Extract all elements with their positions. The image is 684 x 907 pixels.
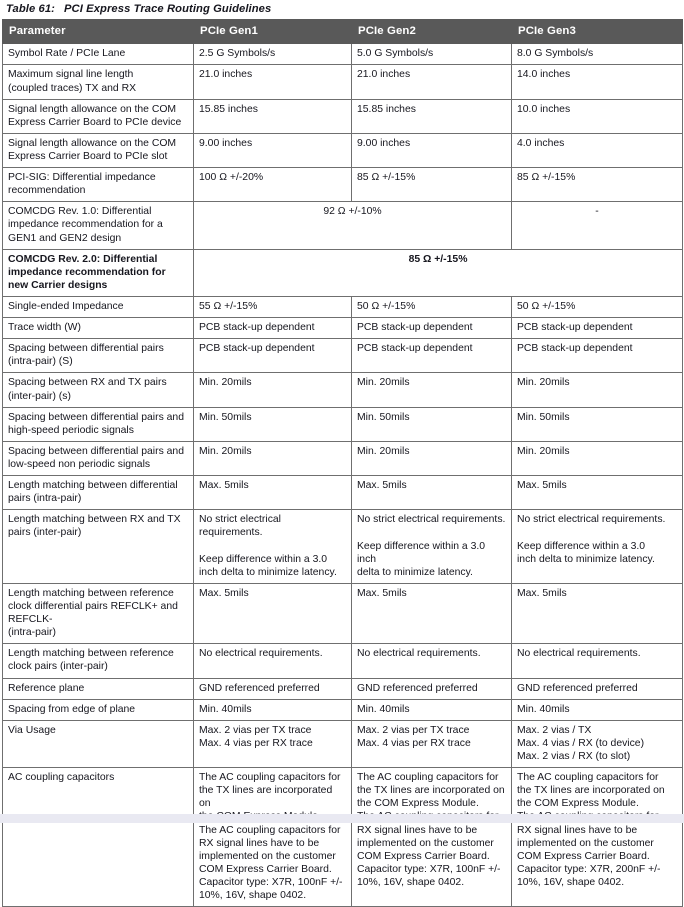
row-value-gen3: 4.0 inches: [512, 133, 683, 167]
row-parameter: AC coupling capacitors: [3, 768, 194, 907]
row-parameter: Length matching between reference clock differential pairs REFCLK+ and REFCLK- (intra-pair): [3, 583, 194, 643]
row-value-gen3: No electrical requirements.: [512, 644, 683, 678]
table-row: [3, 297, 683, 318]
row-value-gen2: Min. 20mils: [352, 441, 512, 475]
table-row: [3, 202, 683, 249]
row-value-gen2: GND referenced preferred: [352, 678, 512, 699]
row-value-gen3: No strict electrical requirements. Keep difference within a 3.0 inch delta to minimize latency.: [512, 510, 683, 584]
row-value-gen1: 9.00 inches: [194, 133, 352, 167]
table-row: [3, 583, 683, 643]
row-parameter: Spacing between differential pairs (intra-pair) (S): [3, 339, 194, 373]
row-value-gen2: 9.00 inches: [352, 133, 512, 167]
row-value-gen2: Min. 50mils: [352, 407, 512, 441]
table-row: [3, 510, 683, 584]
table-header-row: [3, 20, 683, 44]
row-parameter: Signal length allowance on the COM Express Carrier Board to PCIe slot: [3, 133, 194, 167]
table-row: [3, 644, 683, 678]
row-value-gen1: 15.85 inches: [194, 99, 352, 133]
row-value-gen3: 14.0 inches: [512, 65, 683, 99]
row-value-gen2: 21.0 inches: [352, 65, 512, 99]
row-parameter: Length matching between reference clock pairs (inter-pair): [3, 644, 194, 678]
row-value-gen1: Min. 50mils: [194, 407, 352, 441]
row-value-gen1: 2.5 G Symbols/s: [194, 44, 352, 65]
table-row: [3, 339, 683, 373]
row-value-gen1: 21.0 inches: [194, 65, 352, 99]
row-value-gen1: Min. 20mils: [194, 373, 352, 407]
table-caption-label: Table 61:: [6, 3, 55, 15]
table-row: [3, 699, 683, 720]
row-parameter: COMCDG Rev. 1.0: Differential impedance recommendation for a GEN1 and GEN2 design: [3, 202, 194, 249]
row-parameter: Length matching between RX and TX pairs (inter-pair): [3, 510, 194, 584]
table-row: [3, 65, 683, 99]
table-row: [3, 318, 683, 339]
table-row: [3, 441, 683, 475]
page-bottom-margin: [0, 814, 684, 823]
row-value-gen1: The AC coupling capacitors for the TX lines are incorporated on The AC coupling capacitors for RX signal lines have to be implemented on the customer COM Express Carrier Board. Capacitor type: X7R, 100nF +/- 10%, 16V, shape 0402.: [194, 768, 352, 907]
table-caption-title: PCI Express Trace Routing Guidelines: [64, 3, 272, 15]
row-value-gen3: 85 Ω +/-15%: [512, 168, 683, 202]
row-parameter: Spacing between differential pairs and high-speed periodic signals: [3, 407, 194, 441]
row-parameter: Spacing between RX and TX pairs (inter-pair) (s): [3, 373, 194, 407]
table-row: [3, 168, 683, 202]
row-value-gen1: PCB stack-up dependent: [194, 318, 352, 339]
row-value-gen2: Max. 5mils: [352, 476, 512, 510]
row-value-gen2: Max. 5mils: [352, 583, 512, 643]
row-parameter: Spacing from edge of plane: [3, 699, 194, 720]
table-row: [3, 678, 683, 699]
row-value-gen3: Max. 2 vias / TX Max. 4 vias / RX (to device) Max. 2 vias / RX (to slot): [512, 720, 683, 767]
table-row: [3, 476, 683, 510]
row-value-gen3: 50 Ω +/-15%: [512, 297, 683, 318]
table-row: [3, 133, 683, 167]
row-value-gen1: No strict electrical requirements. Keep difference within a 3.0 inch delta to minimize latency.: [194, 510, 352, 584]
row-value-gen2: 5.0 G Symbols/s: [352, 44, 512, 65]
pcie-trace-routing-guidelines-table: [2, 19, 683, 907]
row-value-gen2: The AC coupling capacitors for the TX lines are incorporated on the COM Express Module. RX signal lines have to be implemented on the customer COM Express Carrier Board. Capacitor type: X7R, 100nF +/- 10%, 16V, shape 0402.: [352, 768, 512, 907]
row-value-gen2: No strict electrical requirements. Keep difference within a 3.0 inch delta to minimize latency.: [352, 510, 512, 584]
row-parameter: Via Usage: [3, 720, 194, 767]
row-value-gen1: Min. 20mils: [194, 441, 352, 475]
row-value-gen3: 10.0 inches: [512, 99, 683, 133]
row-value-gen3: 8.0 G Symbols/s: [512, 44, 683, 65]
row-value-gen3: GND referenced preferred: [512, 678, 683, 699]
row-value-gen2: PCB stack-up dependent: [352, 318, 512, 339]
row-value-gen2: Max. 2 vias per TX trace Max. 4 vias per RX trace: [352, 720, 512, 767]
row-value-gen2: Min. 40mils: [352, 699, 512, 720]
row-value-gen2: 50 Ω +/-15%: [352, 297, 512, 318]
row-value-gen1: Max. 5mils: [194, 583, 352, 643]
table-row: [3, 99, 683, 133]
row-value-gen1: Min. 40mils: [194, 699, 352, 720]
row-value-gen1: 100 Ω +/-20%: [194, 168, 352, 202]
row-value-gen2: PCB stack-up dependent: [352, 339, 512, 373]
column-header-gen3: PCIe Gen3: [512, 20, 683, 44]
row-value-gen1: GND referenced preferred: [194, 678, 352, 699]
row-value-gen1-gen2-merged: 92 Ω +/-10%: [194, 202, 512, 249]
row-parameter: Single-ended Impedance: [3, 297, 194, 318]
table-row: [3, 407, 683, 441]
row-parameter: Trace width (W): [3, 318, 194, 339]
column-header-gen1: PCIe Gen1: [194, 20, 352, 44]
row-value-gen2: No electrical requirements.: [352, 644, 512, 678]
row-parameter: Length matching between differential pairs (intra-pair): [3, 476, 194, 510]
row-value-gen1: Max. 2 vias per TX trace Max. 4 vias per RX trace: [194, 720, 352, 767]
table-row: [3, 44, 683, 65]
row-parameter: COMCDG Rev. 2.0: Differential impedance recommendation for new Carrier designs: [3, 249, 194, 296]
row-value-gen3: PCB stack-up dependent: [512, 339, 683, 373]
row-parameter: Spacing between differential pairs and low-speed non periodic signals: [3, 441, 194, 475]
row-value-gen3: Min. 20mils: [512, 441, 683, 475]
row-value-gen1: No electrical requirements.: [194, 644, 352, 678]
row-parameter: Symbol Rate / PCIe Lane: [3, 44, 194, 65]
row-value-gen3: PCB stack-up dependent: [512, 318, 683, 339]
table-row: [3, 373, 683, 407]
row-value-gen3: Min. 40mils: [512, 699, 683, 720]
row-value-gen1: PCB stack-up dependent: [194, 339, 352, 373]
table-row: [3, 720, 683, 767]
row-value-gen3: The AC coupling capacitors for the TX lines are incorporated on the COM Express Module. RX signal lines have to be implemented on the customer COM Express Carrier Board. Capacitor type: X7R, 200nF +/- 10%, 16V, shape 0402.: [512, 768, 683, 907]
table-caption: [0, 0, 684, 19]
row-value-gen3: Min. 20mils: [512, 373, 683, 407]
row-parameter: PCI-SIG: Differential impedance recommendation: [3, 168, 194, 202]
column-header-parameter: Parameter: [3, 20, 194, 44]
table-row: [3, 768, 683, 907]
row-value-gen2: Min. 20mils: [352, 373, 512, 407]
row-value-gen3: Max. 5mils: [512, 583, 683, 643]
row-value-gen2: 85 Ω +/-15%: [352, 168, 512, 202]
row-parameter: Maximum signal line length (coupled traces) TX and RX: [3, 65, 194, 99]
row-value-gen3: -: [512, 202, 683, 249]
row-value-gen3: Max. 5mils: [512, 476, 683, 510]
row-parameter: Reference plane: [3, 678, 194, 699]
row-value-gen1: Max. 5mils: [194, 476, 352, 510]
row-value-gen1: 55 Ω +/-15%: [194, 297, 352, 318]
column-header-gen2: PCIe Gen2: [352, 20, 512, 44]
row-value-gen3: Min. 50mils: [512, 407, 683, 441]
table-row: [3, 249, 683, 296]
row-parameter: Signal length allowance on the COM Express Carrier Board to PCIe device: [3, 99, 194, 133]
row-value-all-merged: 85 Ω +/-15%: [194, 249, 683, 296]
row-value-gen2: 15.85 inches: [352, 99, 512, 133]
